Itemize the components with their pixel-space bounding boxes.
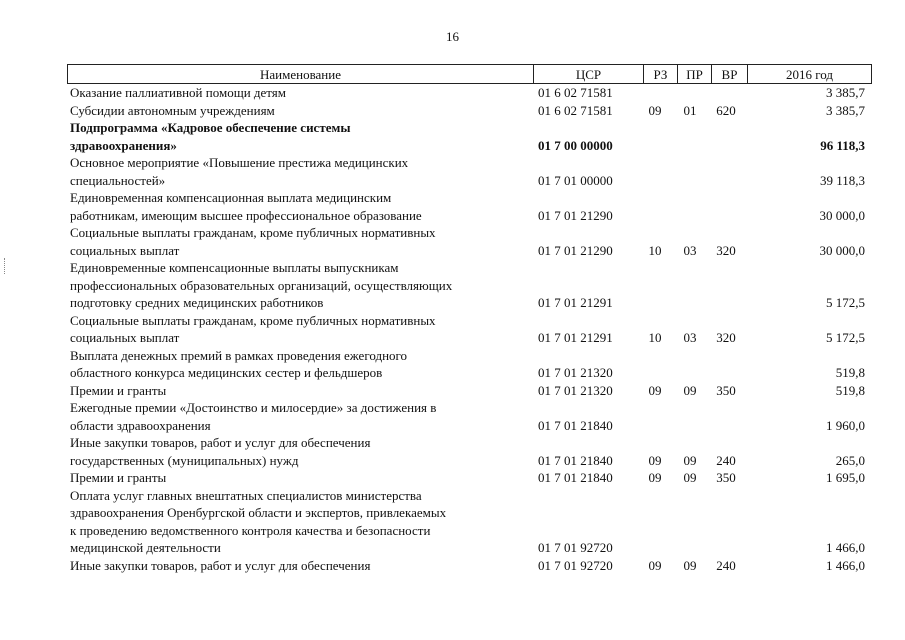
- row-amount: 519,8: [835, 365, 865, 380]
- row-rz: 10: [648, 330, 662, 345]
- header-csr: ЦСР: [533, 65, 643, 83]
- table-row: [0, 189, 905, 224]
- row-pr: 09: [683, 557, 697, 573]
- row-rz: 09: [648, 470, 662, 485]
- row-amount: 96 118,3: [820, 137, 865, 153]
- row-name: Основное мероприятие «Повышение престижа медицинских специальностей»: [70, 155, 409, 188]
- row-vr: 320: [716, 330, 736, 345]
- table-row: [0, 102, 905, 120]
- row-name: Оказание паллиативной помощи детям: [70, 85, 287, 100]
- table-row: [0, 119, 905, 154]
- row-csr: 01 6 02 71581: [538, 102, 613, 118]
- table-row: [0, 469, 905, 487]
- table-row: [0, 382, 905, 400]
- row-csr: 01 7 01 92720: [538, 557, 613, 573]
- row-name: Оплата услуг главных внештатных специалистов министерства здравоохранения Оренбургской области и экспертов, привлекаемых к проведению ведомственного контроля качества и безопасности медицинской деятельности: [70, 487, 447, 555]
- table-row: [0, 224, 905, 259]
- header-year: 2016 год: [747, 65, 871, 83]
- row-name: Подпрограмма «Кадровое обеспечение системы здравоохранения»: [70, 120, 351, 153]
- row-csr: 01 7 01 21290: [538, 242, 613, 258]
- row-amount: 30 000,0: [819, 207, 865, 223]
- table-row: [0, 84, 905, 102]
- row-name: Ежегодные премии «Достоинство и милосердие» за достижения в области здравоохранения: [70, 400, 437, 433]
- row-amount: 1 695,0: [826, 470, 865, 485]
- row-rz: 09: [648, 102, 662, 118]
- row-vr: 240: [716, 557, 736, 573]
- table-row: [0, 434, 905, 469]
- row-pr: 09: [683, 470, 697, 485]
- row-name: Иные закупки товаров, работ и услуг для обеспечения государственных (муниципальных) нужд: [70, 435, 371, 468]
- row-pr: 09: [683, 382, 697, 398]
- row-csr: 01 7 01 21291: [538, 330, 613, 345]
- header-vr: ВР: [711, 65, 747, 83]
- table-row: [0, 154, 905, 189]
- row-rz: 10: [648, 242, 662, 258]
- row-vr: 620: [716, 102, 736, 118]
- row-name: Выплата денежных премий в рамках проведения ежегодного областного конкурса медицинских сестер и фельдшеров: [70, 347, 408, 380]
- row-csr: 01 7 01 21840: [538, 417, 613, 433]
- row-pr: 03: [683, 242, 697, 258]
- row-name: Единовременные компенсационные выплаты выпускникам профессиональных образовательных организаций, осуществляющих подготовку средних медицинских работников: [70, 260, 453, 310]
- table-row: [0, 347, 905, 382]
- row-amount: 265,0: [835, 452, 865, 468]
- row-amount: 5 172,5: [826, 330, 865, 345]
- row-csr: 01 7 01 00000: [538, 172, 613, 188]
- row-name: Субсидии автономным учреждениям: [70, 102, 275, 118]
- row-amount: 3 385,7: [826, 102, 865, 118]
- row-vr: 240: [716, 452, 736, 468]
- row-name: Социальные выплаты гражданам, кроме публичных нормативных социальных выплат: [70, 225, 436, 258]
- table-header: [67, 64, 872, 84]
- row-pr: 09: [683, 452, 697, 468]
- row-amount: 1 466,0: [826, 557, 865, 573]
- header-name: Наименование: [260, 67, 341, 82]
- page-number: 16: [446, 29, 459, 44]
- row-rz: 09: [648, 452, 662, 468]
- row-pr: 03: [683, 330, 697, 345]
- row-name: Единовременная компенсационная выплата медицинским работникам, имеющим высшее профессиональное образование: [70, 190, 422, 223]
- row-name: Иные закупки товаров, работ и услуг для обеспечения: [70, 557, 371, 573]
- row-csr: 01 6 02 71581: [538, 85, 613, 100]
- row-rz: 09: [648, 382, 662, 398]
- row-amount: 1 960,0: [826, 417, 865, 433]
- row-vr: 350: [716, 382, 736, 398]
- header-rz: РЗ: [643, 65, 677, 83]
- row-name: Премии и гранты: [70, 470, 167, 485]
- row-amount: 30 000,0: [819, 242, 865, 258]
- table-row: [0, 259, 905, 312]
- row-vr: 320: [716, 242, 736, 258]
- table-row: [0, 487, 905, 557]
- table-body: [0, 84, 905, 574]
- row-csr: 01 7 01 21840: [538, 470, 613, 485]
- row-csr: 01 7 01 21840: [538, 452, 613, 468]
- header-pr: ПР: [677, 65, 711, 83]
- row-amount: 519,8: [835, 382, 865, 398]
- table-row: [0, 312, 905, 347]
- row-amount: 5 172,5: [826, 295, 865, 310]
- row-name: Премии и гранты: [70, 382, 167, 398]
- table-row: [0, 399, 905, 434]
- row-csr: 01 7 00 00000: [538, 137, 613, 153]
- row-amount: 39 118,3: [819, 172, 865, 188]
- row-rz: 09: [648, 557, 662, 573]
- row-name: Социальные выплаты гражданам, кроме публичных нормативных социальных выплат: [70, 312, 436, 345]
- table-row: [0, 557, 905, 575]
- row-amount: 1 466,0: [826, 540, 865, 555]
- row-csr: 01 7 01 21320: [538, 365, 613, 380]
- row-amount: 3 385,7: [826, 85, 865, 100]
- row-csr: 01 7 01 21291: [538, 295, 613, 310]
- row-csr: 01 7 01 92720: [538, 540, 613, 555]
- row-vr: 350: [716, 470, 736, 485]
- row-csr: 01 7 01 21320: [538, 382, 613, 398]
- row-pr: 01: [683, 102, 697, 118]
- row-csr: 01 7 01 21290: [538, 207, 613, 223]
